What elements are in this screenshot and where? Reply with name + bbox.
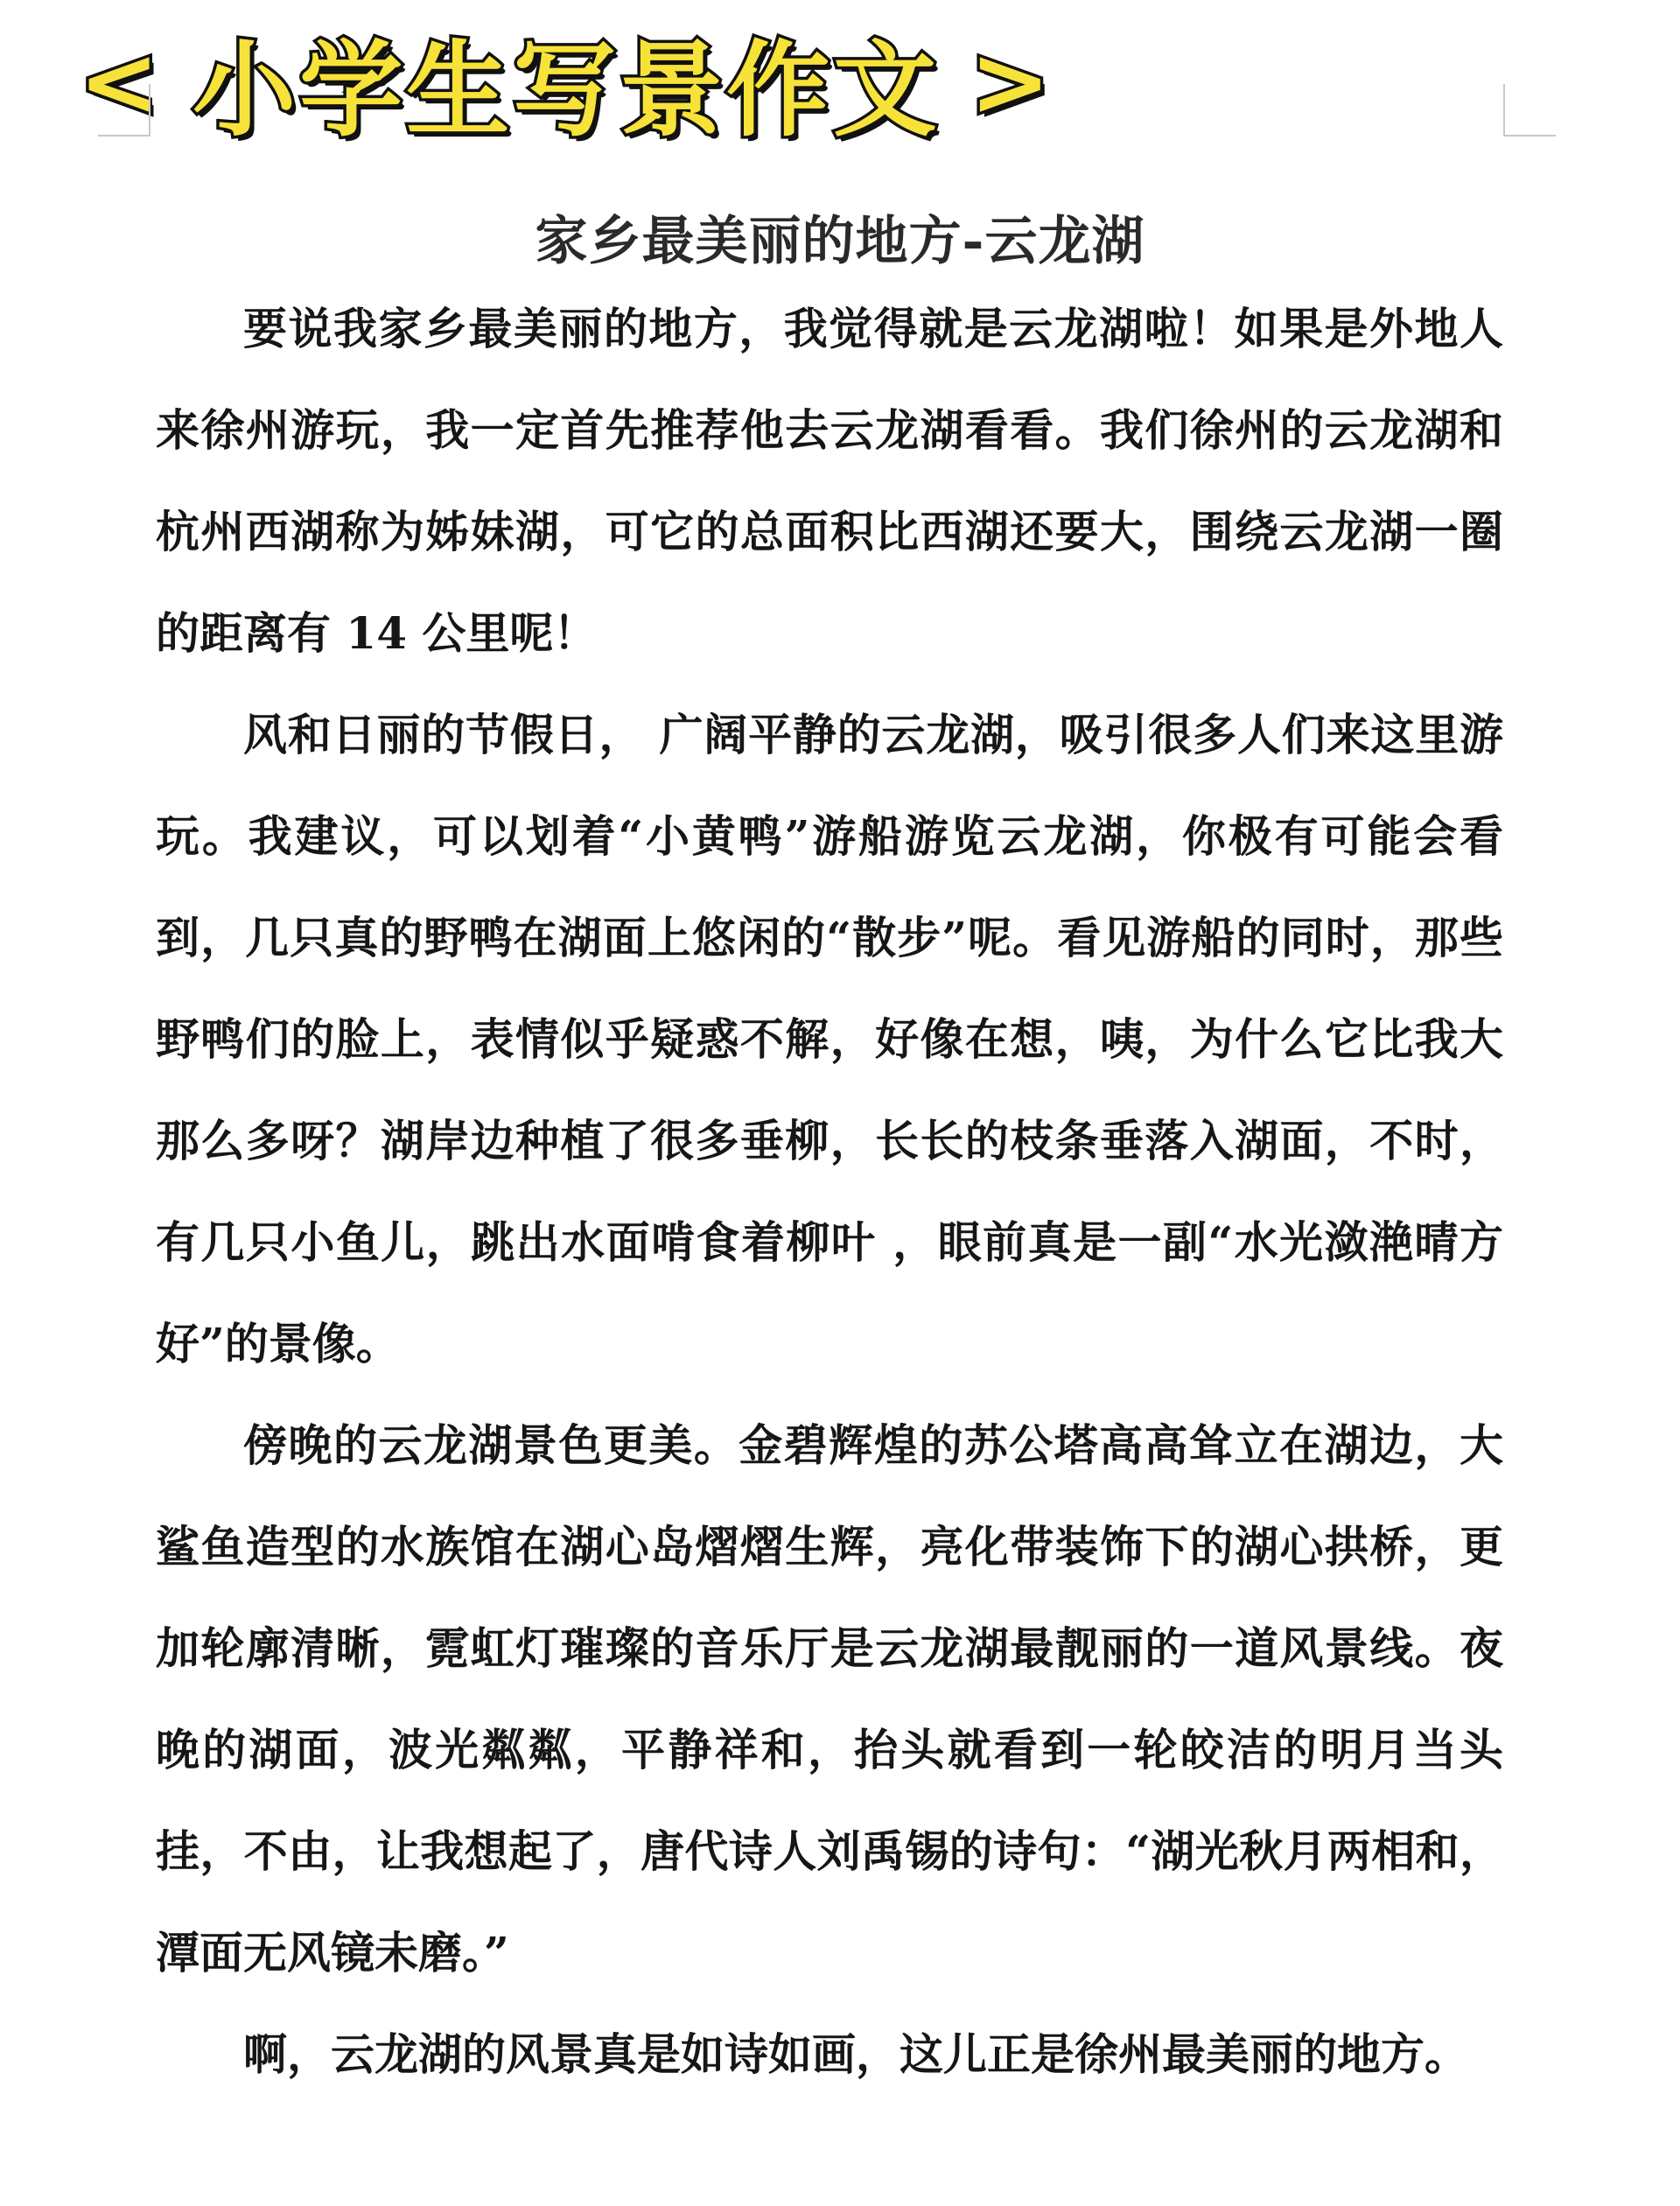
crop-mark-top-right [1503, 84, 1556, 137]
crop-mark-top-left [98, 84, 150, 137]
document-title: 家乡最美丽的地方-云龙湖 [535, 211, 1145, 272]
title-banner [79, 16, 1054, 151]
paragraph-3: 傍晚的云龙湖景色更美。金碧辉煌的苏公塔高高耸立在湖边，大鲨鱼造型的水族馆在湖心岛熠熠生辉，亮化带装饰下的湖心拱桥，更加轮廓清晰，霓虹灯璀璨的音乐厅是云龙湖最靓丽的一道风景线。夜晚的湖面，波光粼粼，平静祥和，抬头就看到一轮皎洁的明月当头挂，不由，让我想起了，唐代诗人刘禹锡的诗句：“湖光秋月两相和，潭面无风镜未磨。” [156, 1419, 1503, 1978]
banner-left-bracket: < [79, 25, 164, 137]
paragraph-1: 要说我家乡最美丽的地方，我觉得就是云龙湖啦！如果是外地人来徐州游玩，我一定首先推荐他去云龙湖看看。我们徐州的云龙湖和杭州西湖称为姊妹湖，可它的总面积比西湖还要大，围绕云龙湖一圈的距离有 14 公里呢！ [156, 303, 1503, 659]
paragraph-2: 风和日丽的节假日， 广阔平静的云龙湖，吸引很多人们来这里游玩。我建议，可以划着“小黄鸭”游船游览云龙湖，你极有可能会看到，几只真的野鸭在湖面上悠闲的“散步”呢。看见游船的同时，那些野鸭们的脸上，表情似乎疑惑不解，好像在想，咦，为什么它比我大那么多呀？湖岸边种植了很多垂柳，长长的枝条垂落入湖面，不时，有几只小鱼儿，跳出水面啃食着柳叶 ，眼前真是一副“水光潋滟晴方好”的景像。 [156, 709, 1503, 1369]
banner-right-bracket: > [970, 25, 1054, 137]
document-body [156, 278, 1503, 2105]
banner-text: 小学生写景作文 [192, 30, 941, 151]
paragraph-4: 啊，云龙湖的风景真是如诗如画，这儿正是徐州最美丽的地方。 [243, 2028, 1468, 2080]
